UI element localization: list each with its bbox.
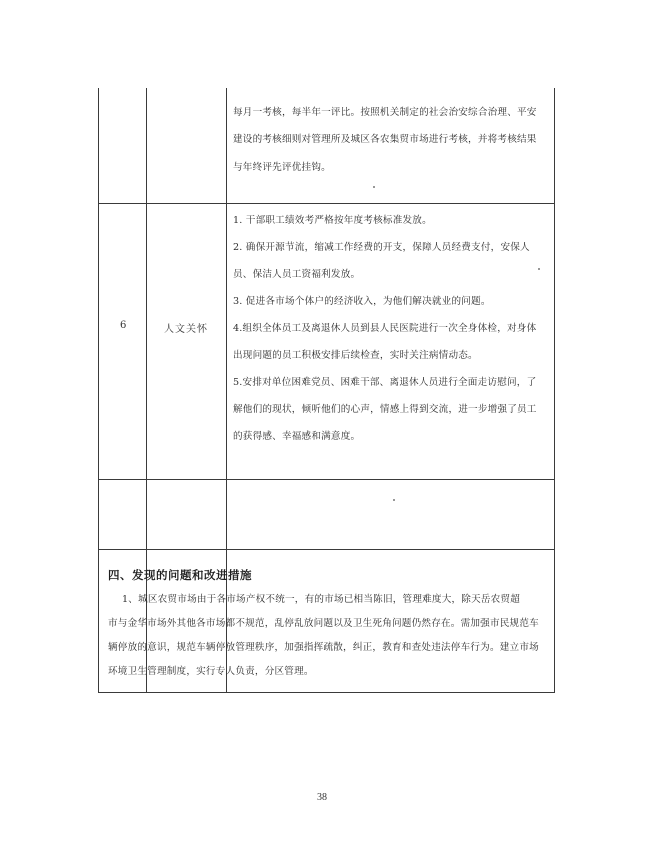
paragraph-line-2: 市与金华市场外其他各市场都不规范，乱停乱放问题以及卫生死角问题仍然存在。需加强市民规范车 xyxy=(108,618,539,629)
table-row-divider-3 xyxy=(98,549,555,550)
table-row-divider-1 xyxy=(98,203,555,204)
table-row-item-line-9: 的获得感、幸福感和满意度。 xyxy=(233,431,361,442)
page-number: 38 xyxy=(317,792,327,803)
paragraph-line-4: 环境卫生管理制度，实行专人负责，分区管理。 xyxy=(108,666,314,677)
table-row-item-line-2: 2. 确保开源节流，缩减工作经费的开支，保障人员经费支付，安保人 xyxy=(233,242,530,253)
table-row-category: 人文关怀 xyxy=(164,324,208,335)
table-row-item-line-3: 员、保洁人员工资福利发放。 xyxy=(233,269,361,280)
table-row-item-line-7: 5.安排对单位困难党员、困难干部、离退休人员进行全面走访慰问，了 xyxy=(233,377,537,388)
table-row-item-line-4: 3. 促进各市场个体户的经济收入，为他们解决就业的问题。 xyxy=(233,296,491,307)
table-row-item-line-1: 1. 干部职工绩效考严格按年度考核标准发放。 xyxy=(233,215,432,226)
scan-speck xyxy=(393,499,395,501)
table-row-divider-2 xyxy=(98,479,555,480)
section-title: 四、发现的问题和改进措施 xyxy=(108,568,252,582)
table-row-item-line-8: 解他们的现状，倾听他们的心声，情感上得到交流，进一步增强了员工 xyxy=(233,404,537,415)
paragraph-line-3: 辆停放的意识，规范车辆停放管理秩序，加强指挥疏散，纠正，教育和查处违法停车行为。建立市场 xyxy=(108,642,539,653)
table-row-number: 6 xyxy=(120,320,127,331)
table-row-continued-line-2: 建设的考核细则对管理所及城区各农集贸市场进行考核，并将考核结果 xyxy=(233,134,537,145)
table-row-continued-line-3: 与年终评先评优挂钩。 xyxy=(233,162,331,173)
table-row-continued-line-1: 每月一考核，每半年一评比。按照机关制定的社会治安综合治理、平安 xyxy=(233,107,537,118)
scan-speck xyxy=(373,186,375,188)
paragraph-line-1: 1、城区农贸市场由于各市场产权不统一，有的市场已相当陈旧，管理难度大，除天岳农贸超 xyxy=(122,594,521,605)
scan-speck xyxy=(538,268,540,270)
table-row-item-line-5: 4.组织全体员工及离退休人员到县人民医院进行一次全身体检，对身体 xyxy=(233,323,537,334)
table-row-item-line-6: 出现问题的员工积极安排后续检查，实时关注病情动态。 xyxy=(233,350,478,361)
